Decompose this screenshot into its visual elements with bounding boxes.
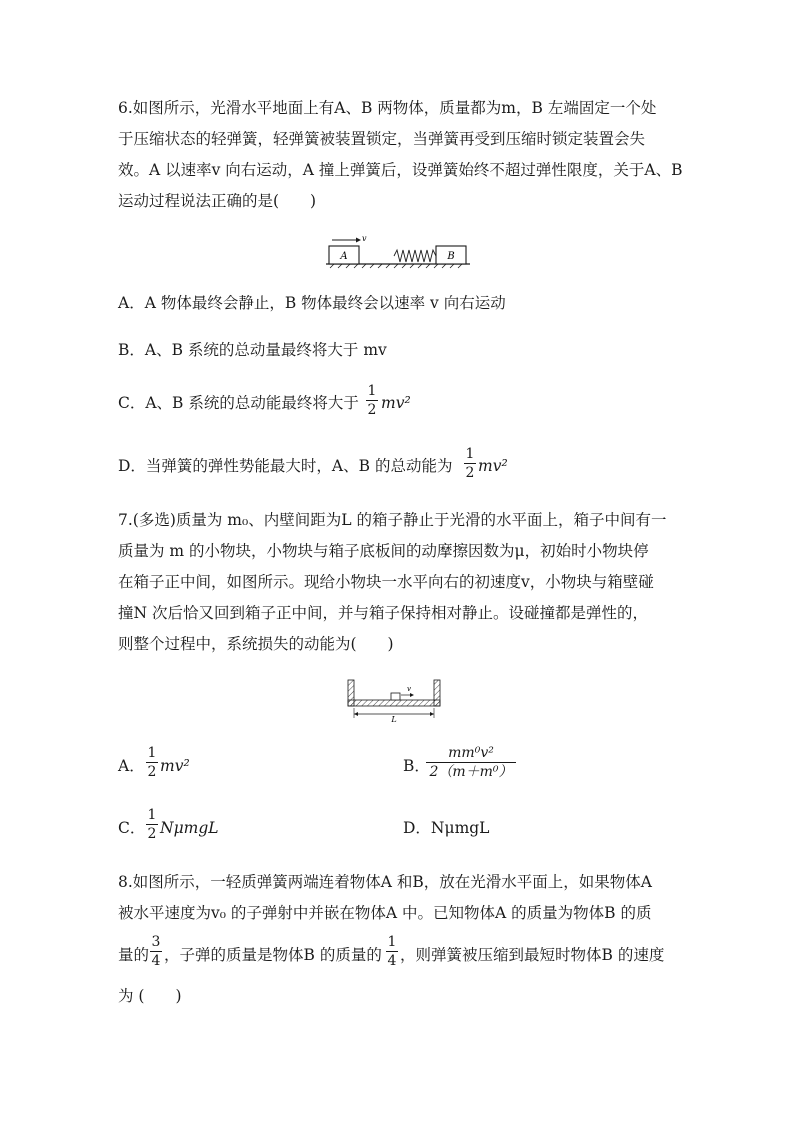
fraction-numerator: 1	[465, 446, 475, 462]
q8-line-3-b: ，子弹的质量是物体B 的质量的	[164, 946, 382, 964]
q6-option-c-fraction	[366, 383, 378, 418]
q6-option-d-fraction	[464, 446, 476, 481]
q7-option-a-label: A．	[118, 757, 145, 775]
velocity-arrow-head	[410, 693, 414, 697]
q8-line-2: 被水平速度为v₀ 的子弹射中并嵌在物体A 中。已知物体A 的质量为物体B 的质	[118, 904, 652, 922]
block-b-label: B	[447, 251, 455, 262]
q7-option-c-label: C．	[118, 819, 146, 837]
q7-line-2: 质量为 m 的小物块，小物块与箱子底板间的动摩擦因数为μ，初始时小物块停	[118, 542, 649, 560]
q8-line-3-c: ，则弹簧被压缩到最短时物体B 的速度	[400, 946, 665, 964]
velocity-arrow-head	[356, 238, 361, 243]
q7-option-b-fraction	[426, 745, 516, 780]
fraction-denominator: 2	[367, 402, 377, 418]
q7-option-a-suffix: mv²	[160, 757, 190, 775]
box-floor	[348, 700, 440, 706]
velocity-label: v	[362, 234, 367, 243]
q7-option-b-label: B．	[403, 757, 430, 775]
fraction-denominator: 2	[465, 465, 475, 481]
fraction-numerator: 3	[151, 934, 161, 950]
fraction-numerator: 1	[387, 934, 397, 950]
velocity-label: v	[407, 685, 411, 693]
q7-line-5: 则整个过程中，系统损失的动能为( )	[118, 635, 394, 653]
q6-line-2: 于压缩状态的轻弹簧，轻弹簧被装置锁定，当弹簧再受到压缩时锁定装置会失	[118, 130, 646, 148]
q8-fraction-2	[386, 934, 398, 969]
q7-line-1: 7.(多选)质量为 m₀、内壁间距为L 的箱子静止于光滑的水平面上，箱子中间有一	[118, 511, 667, 529]
q6-line-3: 效。A 以速率v 向右运动，A 撞上弹簧后，设弹簧始终不超过弹性限度，关于A、B	[118, 161, 683, 179]
q7-option-d: D．NμmgL	[403, 819, 490, 837]
q7-option-a-fraction	[146, 745, 158, 780]
q8-fraction-1	[150, 934, 162, 969]
q8-line-1: 8.如图所示，一轻质弹簧两端连着物体A 和B，放在光滑水平面上，如果物体A	[118, 873, 652, 891]
q6-option-d-text: D．当弹簧的弹性势能最大时，A、B 的总动能为	[118, 457, 453, 475]
q7-line-3: 在箱子正中间，如图所示。现给小物块一水平向右的初速度v，小物块与箱壁碰	[118, 573, 654, 591]
fraction-denominator: 2	[147, 764, 157, 780]
fraction-numerator: 1	[147, 807, 157, 823]
q6-option-c-suffix: mv²	[381, 394, 411, 412]
q6-option-d-suffix: mv²	[478, 457, 508, 475]
spring	[394, 250, 436, 262]
q6-line-4: 运动过程说法正确的是( )	[118, 192, 317, 210]
fraction-denominator: 2	[147, 826, 157, 842]
block-a-label: A	[340, 251, 348, 262]
q6-option-c-text: C．A、B 系统的总动能最终将大于	[118, 394, 359, 412]
q6-option-a: A．A 物体最终会静止，B 物体最终会以速率 v 向右运动	[118, 294, 506, 312]
q6-line-1: 6.如图所示，光滑水平地面上有A、B 两物体，质量都为m，B 左端固定一个处	[118, 99, 657, 117]
q8-line-4: 为 ( )	[118, 987, 182, 1005]
length-label: L	[391, 715, 397, 724]
fraction-denominator: 4	[387, 953, 397, 969]
q7-option-c-suffix: NμmgL	[160, 819, 219, 837]
q7-figure	[344, 678, 444, 724]
fraction-numerator: 1	[147, 745, 157, 761]
fraction-denominator: 2（m＋m⁰）	[429, 764, 513, 780]
q8-line-3-a: 量的	[118, 946, 150, 964]
fraction-numerator: mm⁰v²	[448, 745, 494, 761]
q6-figure	[326, 232, 471, 270]
fraction-numerator: 1	[367, 383, 377, 399]
q7-option-c-fraction	[146, 807, 158, 842]
q6-option-b: B．A、B 系统的总动量最终将大于 mv	[118, 341, 387, 359]
small-block	[391, 693, 400, 700]
fraction-denominator: 4	[151, 953, 161, 969]
ground-hatching	[330, 264, 462, 268]
q7-line-4: 撞N 次后恰又回到箱子正中间，并与箱子保持相对静止。设碰撞都是弹性的，	[118, 604, 648, 622]
